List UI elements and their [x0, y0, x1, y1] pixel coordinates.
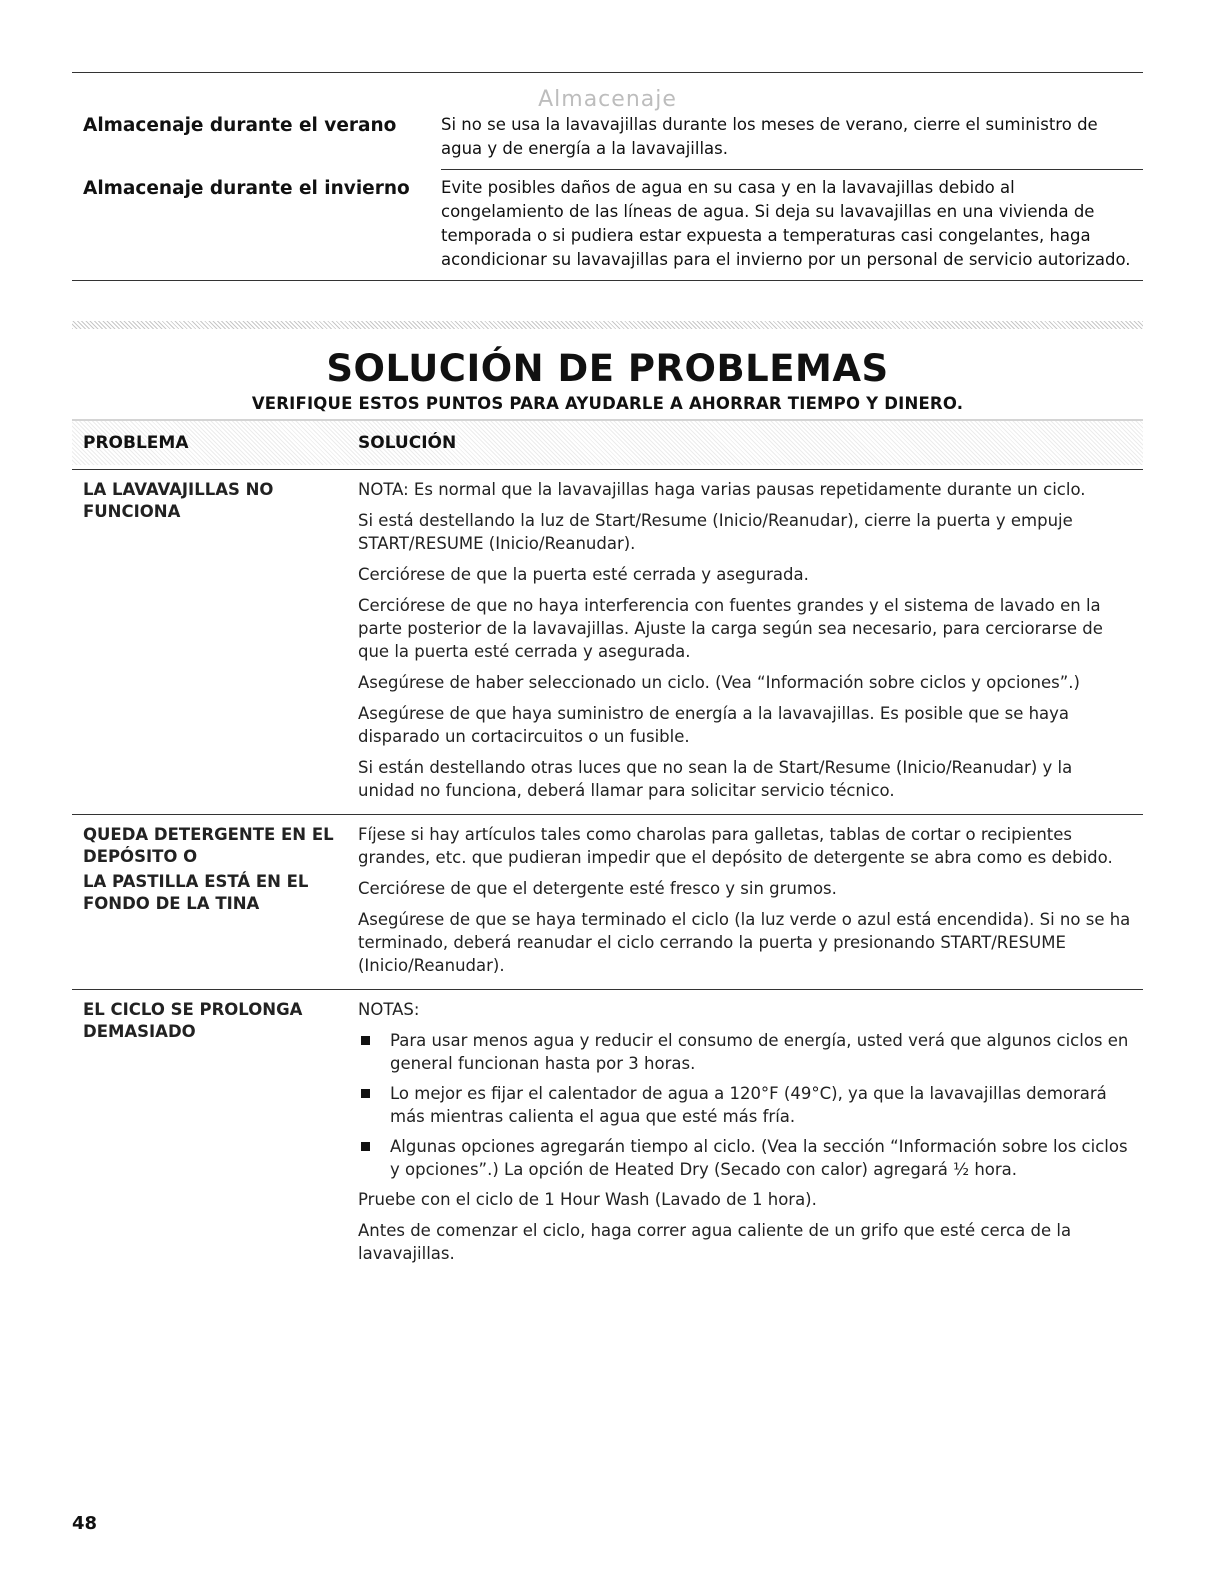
solution-text: NOTA: Es normal que la lavavajillas haga varias pausas repetidamente durante un ciclo. — [358, 480, 1086, 499]
problem-cell — [72, 470, 358, 810]
page-title: SOLUCIÓN DE PROBLEMAS — [326, 347, 889, 390]
column-header-solution: SOLUCIÓN — [358, 433, 457, 453]
solution-text: Pruebe con el ciclo de 1 Hour Wash (Lavado de 1 hora). — [358, 1190, 817, 1209]
storage-row-winter — [72, 176, 1143, 272]
storage-bottom-rule — [72, 280, 1143, 281]
table-row — [72, 814, 1143, 985]
list-item — [358, 1029, 1133, 1075]
solution-text: Si está destellando la luz de Start/Resume (Inicio/Reanudar), cierre la puerta y empuje START/RESUME (Inicio/Reanudar). — [358, 511, 1073, 553]
top-rule — [72, 72, 1143, 73]
table-row — [72, 989, 1143, 1273]
storage-text: Si no se usa la lavavajillas durante los meses de verano, cierre el suministro de agua y de energía a la lavavajillas. — [441, 115, 1098, 158]
problem-label: LA PASTILLA ESTÁ EN EL FONDO DE LA TINA — [83, 872, 309, 913]
solution-text: Si están destellando otras luces que no sean la de Start/Resume (Inicio/Reanudar) y la unidad no funciona, deberá llamar para solicitar servicio técnico. — [358, 758, 1073, 800]
page — [72, 0, 1143, 1273]
solution-text: Cerciórese de que no haya interferencia con fuentes grandes y el sistema de lavado en la parte posterior de la lavavajillas. Ajuste la carga según sea necesario, para cerciorarse de que la puerta esté cerrada y asegurada. — [358, 596, 1103, 661]
solution-text: Cerciórese de que la puerta esté cerrada y asegurada. — [358, 565, 809, 584]
page-number: 48 — [72, 1513, 98, 1534]
solution-cell — [358, 990, 1143, 1273]
problem-cell — [72, 815, 358, 985]
notes-list — [358, 1029, 1133, 1181]
storage-row-summer — [72, 113, 1143, 161]
solution-text: Antes de comenzar el ciclo, haga correr agua caliente de un grifo que esté cerca de la lavavajillas. — [358, 1221, 1072, 1263]
solution-text: Asegúrese de que haya suministro de energía a la lavavajillas. Es posible que se haya disparado un cortacircuitos o un fusible. — [358, 704, 1070, 746]
table-header — [72, 419, 1143, 465]
list-item — [358, 1135, 1133, 1181]
solution-cell — [358, 470, 1143, 810]
problem-label: LA LAVAVAJILLAS NO FUNCIONA — [83, 480, 274, 521]
notes-label: NOTAS: — [358, 1000, 420, 1019]
solution-text: Asegúrese de haber seleccionado un ciclo. (Vea “Información sobre ciclos y opciones”.) — [358, 673, 1080, 692]
table-row — [72, 469, 1143, 810]
list-item-text: Para usar menos agua y reducir el consumo de energía, usted verá que algunos ciclos en general funcionan hasta por 3 horas. — [390, 1031, 1129, 1073]
section-divider — [72, 321, 1143, 329]
column-header-problem: PROBLEMA — [83, 433, 189, 453]
storage-heading: Almacenaje durante el verano — [83, 115, 397, 136]
problem-label: QUEDA DETERGENTE EN EL DEPÓSITO O — [83, 825, 334, 866]
storage-heading: Almacenaje durante el invierno — [83, 178, 410, 199]
solution-text: Asegúrese de que se haya terminado el ciclo (la luz verde o azul está encendida). Si no se ha terminado, deberá reanudar el ciclo cerrando la puerta y presionando START/RESUME (Inicio/Reanudar). — [358, 910, 1131, 975]
problem-label: EL CICLO SE PROLONGA DEMASIADO — [83, 1000, 303, 1041]
solution-text: Cerciórese de que el detergente esté fresco y sin grumos. — [358, 879, 837, 898]
solution-cell — [358, 815, 1143, 985]
storage-text: Evite posibles daños de agua en su casa y en la lavavajillas debido al congelamiento de las líneas de agua. Si deja su lavavajillas en una vivienda de temporada o si pudiera estar expuesta a temperaturas casi congelantes, haga acondicionar su lavavajillas para el invierno por un personal de servicio autorizado. — [441, 178, 1131, 269]
storage-title: Almacenaje — [538, 87, 677, 112]
problem-cell — [72, 990, 358, 1273]
page-subtitle: VERIFIQUE ESTOS PUNTOS PARA AYUDARLE A AHORRAR TIEMPO Y DINERO. — [251, 394, 964, 413]
list-item-text: Lo mejor es fijar el calentador de agua a 120°F (49°C), ya que la lavavajillas demorará más mientras calienta el agua que esté más fría. — [390, 1084, 1107, 1126]
square-bullet-icon — [361, 1036, 370, 1045]
list-item — [358, 1082, 1133, 1128]
solution-text: Fíjese si hay artículos tales como charolas para galletas, tablas de cortar o recipientes grandes, etc. que pudieran impedir que el depósito de detergente se abra como es debido. — [358, 825, 1113, 867]
square-bullet-icon — [361, 1089, 370, 1098]
square-bullet-icon — [361, 1142, 370, 1151]
list-item-text: Algunas opciones agregarán tiempo al ciclo. (Vea la sección “Información sobre los ciclos y opciones”.) La opción de Heated Dry (Secado con calor) agregará ½ hora. — [390, 1137, 1128, 1179]
storage-divider — [441, 169, 1143, 170]
